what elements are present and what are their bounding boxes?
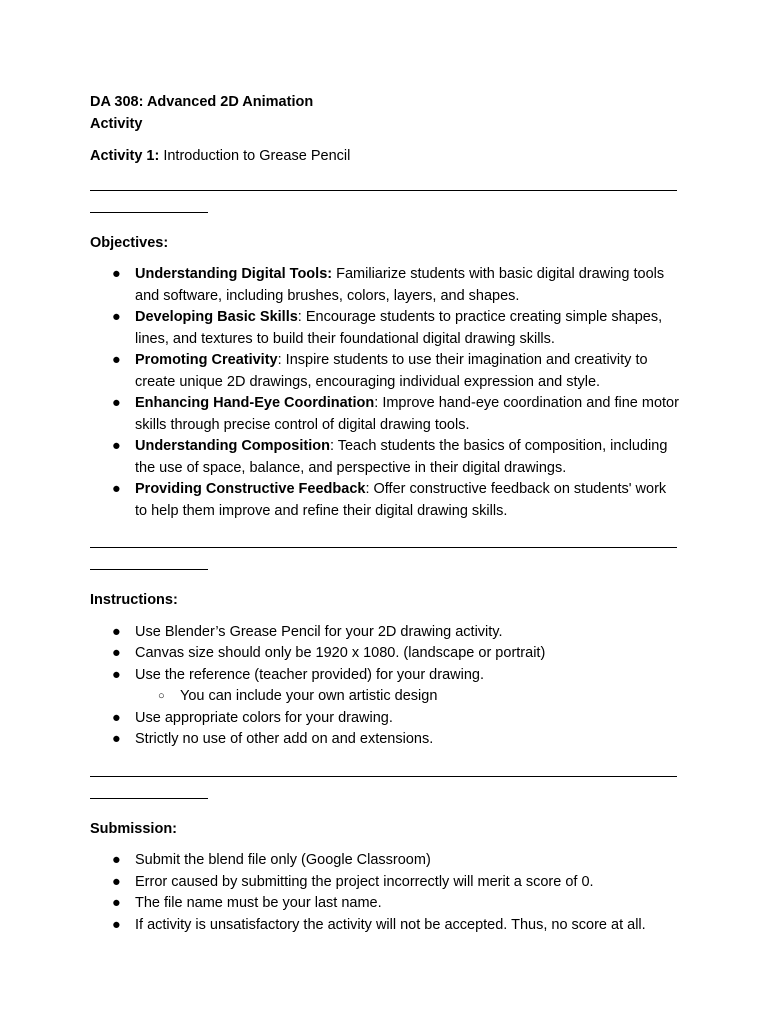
list-item: ● Enhancing Hand-Eye Coordination: Improve hand-eye coordination and fine motor skills through precise control of digital drawing tools. [112,395,679,433]
list-item: ● Submit the blend file only (Google Classroom) [90,850,682,872]
list-item: ● Use the reference (teacher provided) for your drawing. ○ You can include your own artistic design [90,665,682,708]
activity-name: Introduction to Grease Pencil [159,148,351,164]
bullet-icon: ● [112,438,121,454]
bullet-icon: ● [112,481,121,497]
list-item: ● Providing Constructive Feedback: Offer constructive feedback on students' work to help them improve and refine their digital drawing skills. [112,481,667,519]
instructions-heading: Instructions: [90,592,178,608]
bullet-icon: ● [112,666,121,683]
bullet-icon: ● [112,645,121,661]
bullet-icon: ● [112,266,121,282]
bullet-icon: ● [112,731,121,747]
document-page [90,92,682,936]
list-item: ● Understanding Composition: Teach students the basics of composition, including the use of space, balance, and perspective in their digital drawings. [112,438,668,476]
list-item: ● Use appropriate colors for your drawing. [90,708,682,730]
list-item: ● Understanding Digital Tools: Familiarize students with basic digital drawing tools and software, including brushes, colors, layers, and shapes. [112,266,665,304]
bullet-icon: ● [112,395,121,411]
sub-bullet-icon: ○ [158,690,165,702]
bullet-icon: ● [112,709,121,726]
objectives-list [90,264,682,522]
bullet-icon: ● [112,873,121,890]
list-item: ● Strictly no use of other add on and extensions. [90,729,682,751]
divider-rule [90,539,682,561]
bullet-icon: ● [112,352,121,368]
objectives-heading: Objectives: [90,234,169,251]
course-title: DA 308: Advanced 2D Animation [90,94,314,110]
list-item: ● Use Blender’s Grease Pencil for your 2D drawing activity. [90,622,682,644]
sub-list-item: ○ You can include your own artistic design [90,686,682,708]
sub-list [135,686,682,708]
bullet-icon: ● [112,623,121,640]
instructions-list [90,622,682,751]
list-item: ● The file name must be your last name. [90,893,682,915]
list-item: ● Canvas size should only be 1920 x 1080. (landscape or portrait) [90,643,682,665]
list-item: ● Promoting Creativity: Inspire students to use their imagination and creativity to create unique 2D drawings, encouraging individual expression and style. [112,352,648,390]
list-item: ● If activity is unsatisfactory the activity will not be accepted. Thus, no score at all. [90,915,682,937]
bullet-icon: ● [112,309,121,325]
bullet-icon: ● [112,852,121,868]
activity-label: Activity 1: [90,148,160,164]
document-type: Activity [90,115,143,132]
submission-list [90,850,682,936]
divider-rule [90,182,682,204]
bullet-icon: ● [112,895,121,911]
list-item: ● Error caused by submitting the project incorrectly will merit a score of 0. [90,872,682,894]
submission-heading: Submission: [90,820,178,837]
list-item: ● Developing Basic Skills: Encourage students to practice creating simple shapes, lines, and textures to build their foundational digital drawing skills. [112,309,663,347]
divider-rule [90,768,682,790]
activity-line [90,146,682,168]
bullet-icon: ● [112,916,121,933]
